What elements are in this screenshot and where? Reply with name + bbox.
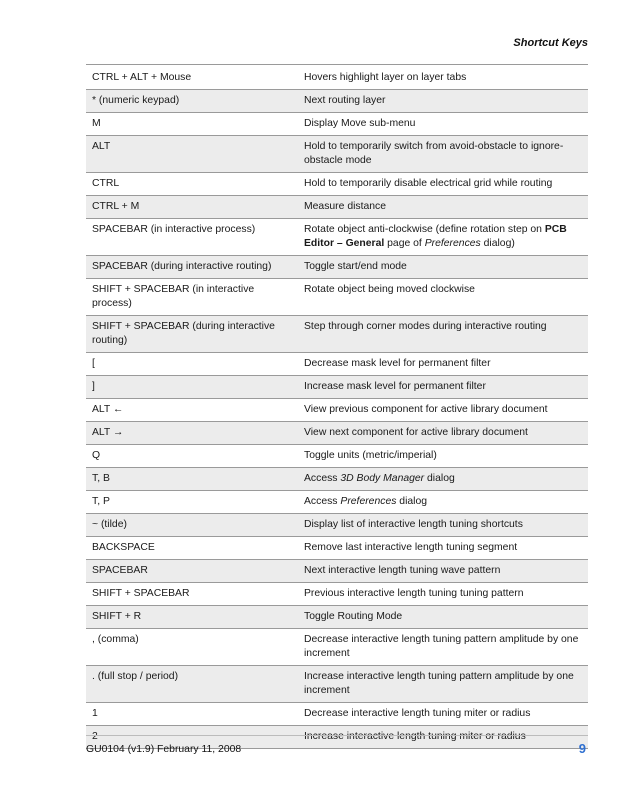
shortcut-description-cell (298, 445, 588, 468)
description-text: Next routing layer (304, 95, 386, 106)
shortcut-description-cell (298, 256, 588, 279)
table-row (86, 399, 588, 422)
table-row (86, 491, 588, 514)
description-text: PCB Editor – General (304, 224, 567, 249)
shortcut-description-cell (298, 606, 588, 629)
shortcut-description-cell (298, 537, 588, 560)
shortcut-description-cell (298, 514, 588, 537)
table-row (86, 173, 588, 196)
shortcut-description-cell (298, 113, 588, 136)
table-row (86, 256, 588, 279)
table-row (86, 376, 588, 399)
description-text: Measure distance (304, 201, 387, 212)
table-row (86, 67, 588, 90)
description-text: dialog (396, 496, 428, 507)
table-row (86, 90, 588, 113)
table-row (86, 353, 588, 376)
shortcut-description-cell (298, 422, 588, 445)
shortcut-key-cell: ALT ← (86, 399, 298, 422)
shortcut-description-cell (298, 353, 588, 376)
description-text: Decrease mask level for permanent filter (304, 358, 491, 369)
table-row (86, 445, 588, 468)
table-row (86, 703, 588, 726)
shortcut-description-cell (298, 491, 588, 514)
shortcut-key-cell: ALT → (86, 422, 298, 445)
shortcut-key-cell: 2 (86, 726, 298, 749)
table-row (86, 219, 588, 256)
shortcut-table (86, 67, 588, 749)
description-text: Hold to temporarily switch from avoid-obstacle to ignore-obstacle mode (304, 141, 564, 166)
description-text: Rotate object anti-clockwise (define rotation step on (304, 224, 545, 235)
table-row (86, 583, 588, 606)
description-text: Next interactive length tuning wave pattern (304, 565, 501, 576)
description-text: Toggle start/end mode (304, 261, 407, 272)
table-row (86, 537, 588, 560)
header-rule (86, 64, 588, 65)
shortcut-description-cell (298, 376, 588, 399)
description-text: Hovers highlight layer on layer tabs (304, 72, 467, 83)
shortcut-description-cell (298, 583, 588, 606)
shortcut-key-cell: CTRL + ALT + Mouse (86, 67, 298, 90)
description-text: Hold to temporarily disable electrical grid while routing (304, 178, 553, 189)
description-text: Preferences (340, 496, 397, 507)
shortcut-key-cell: SPACEBAR (86, 560, 298, 583)
shortcut-key-cell: M (86, 113, 298, 136)
shortcut-key-cell: T, P (86, 491, 298, 514)
shortcut-key-cell: CTRL + M (86, 196, 298, 219)
table-row (86, 316, 588, 353)
table-row (86, 136, 588, 173)
description-text: Previous interactive length tuning tuning pattern (304, 588, 524, 599)
description-text: Toggle Routing Mode (304, 611, 403, 622)
shortcut-description-cell (298, 196, 588, 219)
description-text: dialog) (480, 238, 515, 249)
description-text: Decrease interactive length tuning miter or radius (304, 708, 531, 719)
table-row (86, 279, 588, 316)
shortcut-description-cell (298, 399, 588, 422)
table-row (86, 666, 588, 703)
table-row (86, 560, 588, 583)
description-text: View previous component for active library document (304, 404, 548, 415)
shortcut-description-cell (298, 136, 588, 173)
description-text: Display list of interactive length tuning shortcuts (304, 519, 523, 530)
table-row (86, 196, 588, 219)
description-text: Remove last interactive length tuning segment (304, 542, 518, 553)
footer-document-id: GU0104 (v1.9) February 11, 2008 (86, 744, 242, 755)
shortcut-key-cell: ] (86, 376, 298, 399)
shortcut-description-cell (298, 316, 588, 353)
table-row (86, 113, 588, 136)
table-row (86, 606, 588, 629)
shortcut-description-cell (298, 67, 588, 90)
shortcut-description-cell (298, 90, 588, 113)
shortcut-table-body (86, 67, 588, 749)
footer-rule (86, 735, 588, 736)
shortcut-key-cell: . (full stop / period) (86, 666, 298, 703)
description-text: Increase mask level for permanent filter (304, 381, 486, 392)
table-row (86, 629, 588, 666)
shortcut-description-cell (298, 629, 588, 666)
description-text: Toggle units (metric/imperial) (304, 450, 437, 461)
shortcut-key-cell: , (comma) (86, 629, 298, 666)
shortcut-description-cell (298, 468, 588, 491)
description-text: Increase interactive length tuning miter or radius (304, 731, 526, 742)
description-text: dialog (424, 473, 455, 484)
shortcut-description-cell (298, 726, 588, 749)
shortcut-key-cell: ~ (tilde) (86, 514, 298, 537)
description-text: View next component for active library document (304, 427, 528, 438)
description-text: Increase interactive length tuning pattern amplitude by one increment (304, 671, 574, 696)
shortcut-key-cell: SHIFT + SPACEBAR (during interactive routing) (86, 316, 298, 353)
shortcut-key-cell: SPACEBAR (during interactive routing) (86, 256, 298, 279)
shortcut-key-cell: SHIFT + SPACEBAR (86, 583, 298, 606)
description-text: Decrease interactive length tuning pattern amplitude by one increment (304, 634, 579, 659)
shortcut-key-cell: * (numeric keypad) (86, 90, 298, 113)
shortcut-description-cell (298, 703, 588, 726)
description-text: page of (384, 238, 425, 249)
description-text: Access (304, 473, 341, 484)
description-text: 3D Body Manager (340, 473, 425, 484)
table-row (86, 468, 588, 491)
shortcut-key-cell: ALT (86, 136, 298, 173)
shortcut-key-cell: T, B (86, 468, 298, 491)
description-text: Display Move sub-menu (304, 118, 416, 129)
shortcut-description-cell (298, 219, 588, 256)
shortcut-key-cell: SHIFT + R (86, 606, 298, 629)
shortcut-key-cell: 1 (86, 703, 298, 726)
shortcut-key-cell: SHIFT + SPACEBAR (in interactive process) (86, 279, 298, 316)
description-text: Step through corner modes during interactive routing (304, 321, 547, 332)
table-row (86, 422, 588, 445)
shortcut-key-cell: BACKSPACE (86, 537, 298, 560)
page-number: 9 (578, 741, 586, 756)
description-text: Rotate object being moved clockwise (304, 284, 475, 295)
shortcut-description-cell (298, 666, 588, 703)
shortcut-description-cell (298, 560, 588, 583)
page-header-title: Shortcut Keys (513, 37, 588, 49)
description-text: Preferences (424, 238, 481, 249)
table-row (86, 514, 588, 537)
shortcut-key-cell: CTRL (86, 173, 298, 196)
shortcut-key-cell: SPACEBAR (in interactive process) (86, 219, 298, 256)
shortcut-key-cell: [ (86, 353, 298, 376)
shortcut-key-cell: Q (86, 445, 298, 468)
shortcut-description-cell (298, 173, 588, 196)
shortcut-description-cell (298, 279, 588, 316)
description-text: Access (304, 496, 341, 507)
